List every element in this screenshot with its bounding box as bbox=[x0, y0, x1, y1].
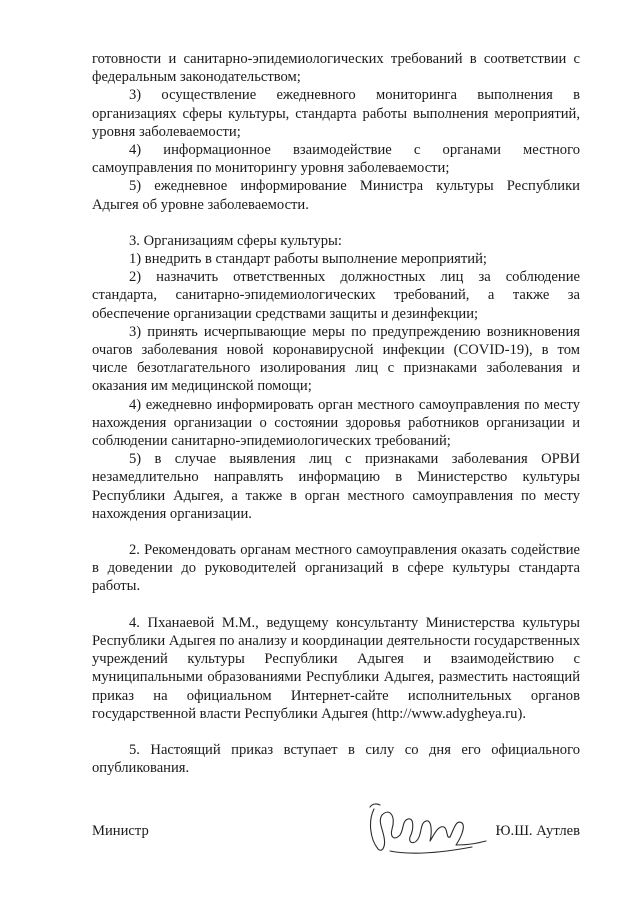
paragraph-spacer bbox=[92, 523, 580, 541]
paragraph-daily-health-reporting: 4) ежедневно информировать орган местного самоуправления по месту нахождения организации о состоянии здоровья работников организации и соблюдении санитарно-эпидемиологических требований; bbox=[92, 396, 580, 450]
document-body bbox=[92, 50, 580, 777]
paragraph-prevention-measures: 3) принять исчерпывающие меры по предупреждению возникновения очагов заболевания новой коронавирусной инфекции (COVID-19), в том числе безотлагательного изолирования лиц с признаками заболевания и оказания им медицинской помощи; bbox=[92, 323, 580, 395]
paragraph-daily-monitoring: 3) осуществление ежедневного мониторинга выполнения в организациях сферы культуры, стандарта работы выполнения мероприятий, уровня заболеваемости; bbox=[92, 87, 580, 140]
paragraph-spacer bbox=[92, 723, 580, 741]
paragraph-implement-standard: 1) внедрить в стандарт работы выполнение мероприятий; bbox=[129, 251, 487, 268]
paragraph-publish-order: 4. Пханаевой М.М., ведущему консультанту Министерства культуры Республики Адыгея по анализу и координации деятельности государственных учреждений культуры Республики Адыгея и взаимодействию с муниципальными образованиями Республики Адыгея, разместить настоящий приказ на официальном Интернет-сайте исполнительных органов государственной власти Республики Адыгея (http://www.adygheya.ru). bbox=[92, 614, 580, 722]
paragraph-spacer bbox=[92, 596, 580, 614]
paragraph-orvi-notification: 5) в случае выявления лиц с признаками заболевания ОРВИ незамедлительно направлять информацию в Министерство культуры Республики Адыгея, а также в орган местного самоуправления по месту нахождения организации. bbox=[92, 451, 580, 522]
signature-block bbox=[92, 815, 580, 865]
paragraph-daily-informing-minister: 5) ежедневное информирование Министра культуры Республики Адыгея об уровне заболеваемости. bbox=[92, 178, 580, 213]
handwritten-signature bbox=[360, 799, 490, 861]
paragraph-entry-into-force: 5. Настоящий приказ вступает в силу со дня его официального опубликования. bbox=[92, 741, 580, 777]
section-heading-culture-organizations: 3. Организациям сферы культуры: bbox=[129, 232, 342, 249]
paragraph-recommend-local-government: 2. Рекомендовать органам местного самоуправления оказать содействие в доведении до руководителей организаций в сфере культуры стандарта работы. bbox=[92, 542, 580, 595]
paragraph-appoint-officials: 2) назначить ответственных должностных лиц за соблюдение стандарта, санитарно-эпидемиологических требований, а также за обеспечение организации средствами защиты и дезинфекции; bbox=[92, 269, 580, 322]
signer-position: Министр bbox=[92, 823, 149, 839]
paragraph-readiness-continuation: готовности и санитарно-эпидемиологических требований в соответствии с федеральным законодательством; bbox=[92, 51, 580, 86]
paragraph-spacer bbox=[92, 214, 580, 232]
signer-name: Ю.Ш. Аутлев bbox=[495, 823, 580, 839]
paragraph-information-interaction: 4) информационное взаимодействие с органами местного самоуправления по мониторингу уровня заболеваемости; bbox=[92, 142, 580, 177]
